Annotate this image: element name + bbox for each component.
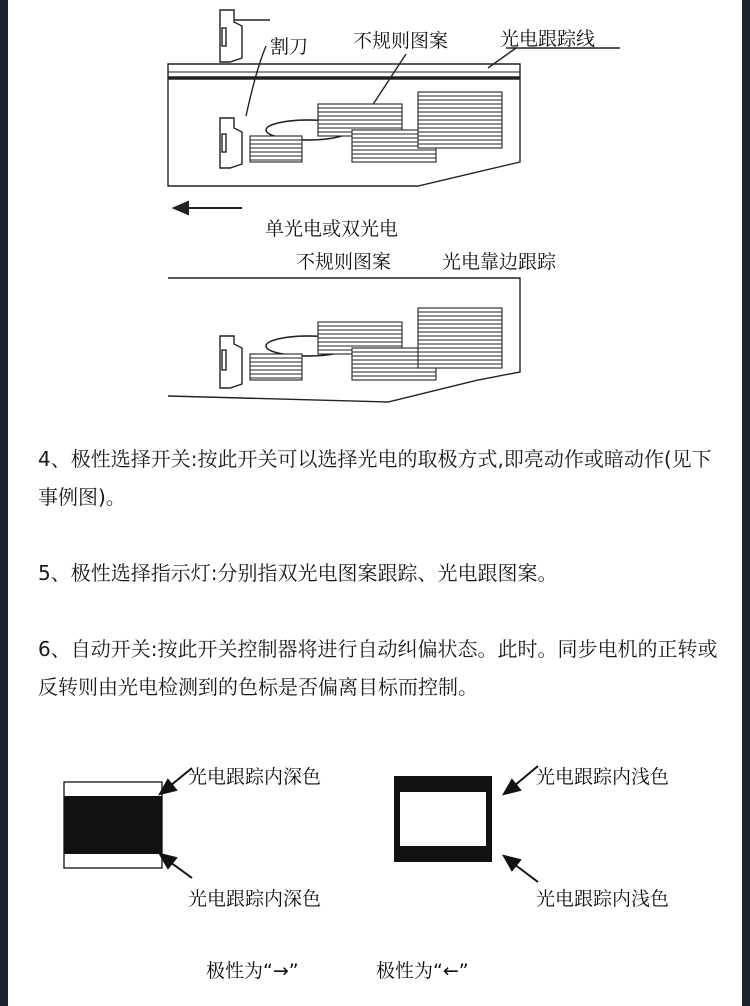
- light-mark-sample: [394, 776, 492, 862]
- polarity-diagram: [8, 0, 742, 1006]
- arrow-right-bottom: [514, 864, 538, 882]
- label-right-bottom: 光电跟踪内浅色: [536, 888, 670, 910]
- document-page: [8, 0, 742, 1006]
- label-edge-tracking: 光电靠边跟踪: [442, 251, 557, 273]
- label-left-bottom: 光电跟踪内深色: [188, 888, 322, 910]
- caption-polarity-left-arrow: 极性为“←”: [376, 960, 469, 982]
- label-track-line: 光电跟踪线: [500, 28, 596, 50]
- label-irregular-pattern-bottom: 不规则图案: [296, 251, 392, 273]
- arrow-right-top: [514, 766, 538, 786]
- label-right-top: 光电跟踪内浅色: [536, 766, 670, 788]
- arrow-left-bottom: [170, 862, 192, 878]
- label-left-top: 光电跟踪内深色: [188, 766, 322, 788]
- paragraph-polarity-indicator: 5、极性选择指示灯:分别指双光电图案跟踪、光电跟图案。: [38, 561, 558, 585]
- paragraph-auto-switch: 6、自动开关:按此开关控制器将进行自动纠偏状态。此时。同步电机的正转或反转则由光电检测到的色标是否偏离目标而控制。: [38, 637, 718, 699]
- label-sensor-mode: 单光电或双光电: [265, 218, 399, 240]
- caption-polarity-right-arrow: 极性为“→”: [206, 960, 299, 982]
- label-cutter: 割刀: [270, 36, 309, 58]
- paragraph-polarity-switch: 4、极性选择开关:按此开关可以选择光电的取极方式,即亮动作或暗动作(见下事例图)。: [38, 447, 712, 509]
- label-irregular-pattern-top: 不规则图案: [353, 30, 449, 52]
- dark-mark-sample: [64, 782, 162, 868]
